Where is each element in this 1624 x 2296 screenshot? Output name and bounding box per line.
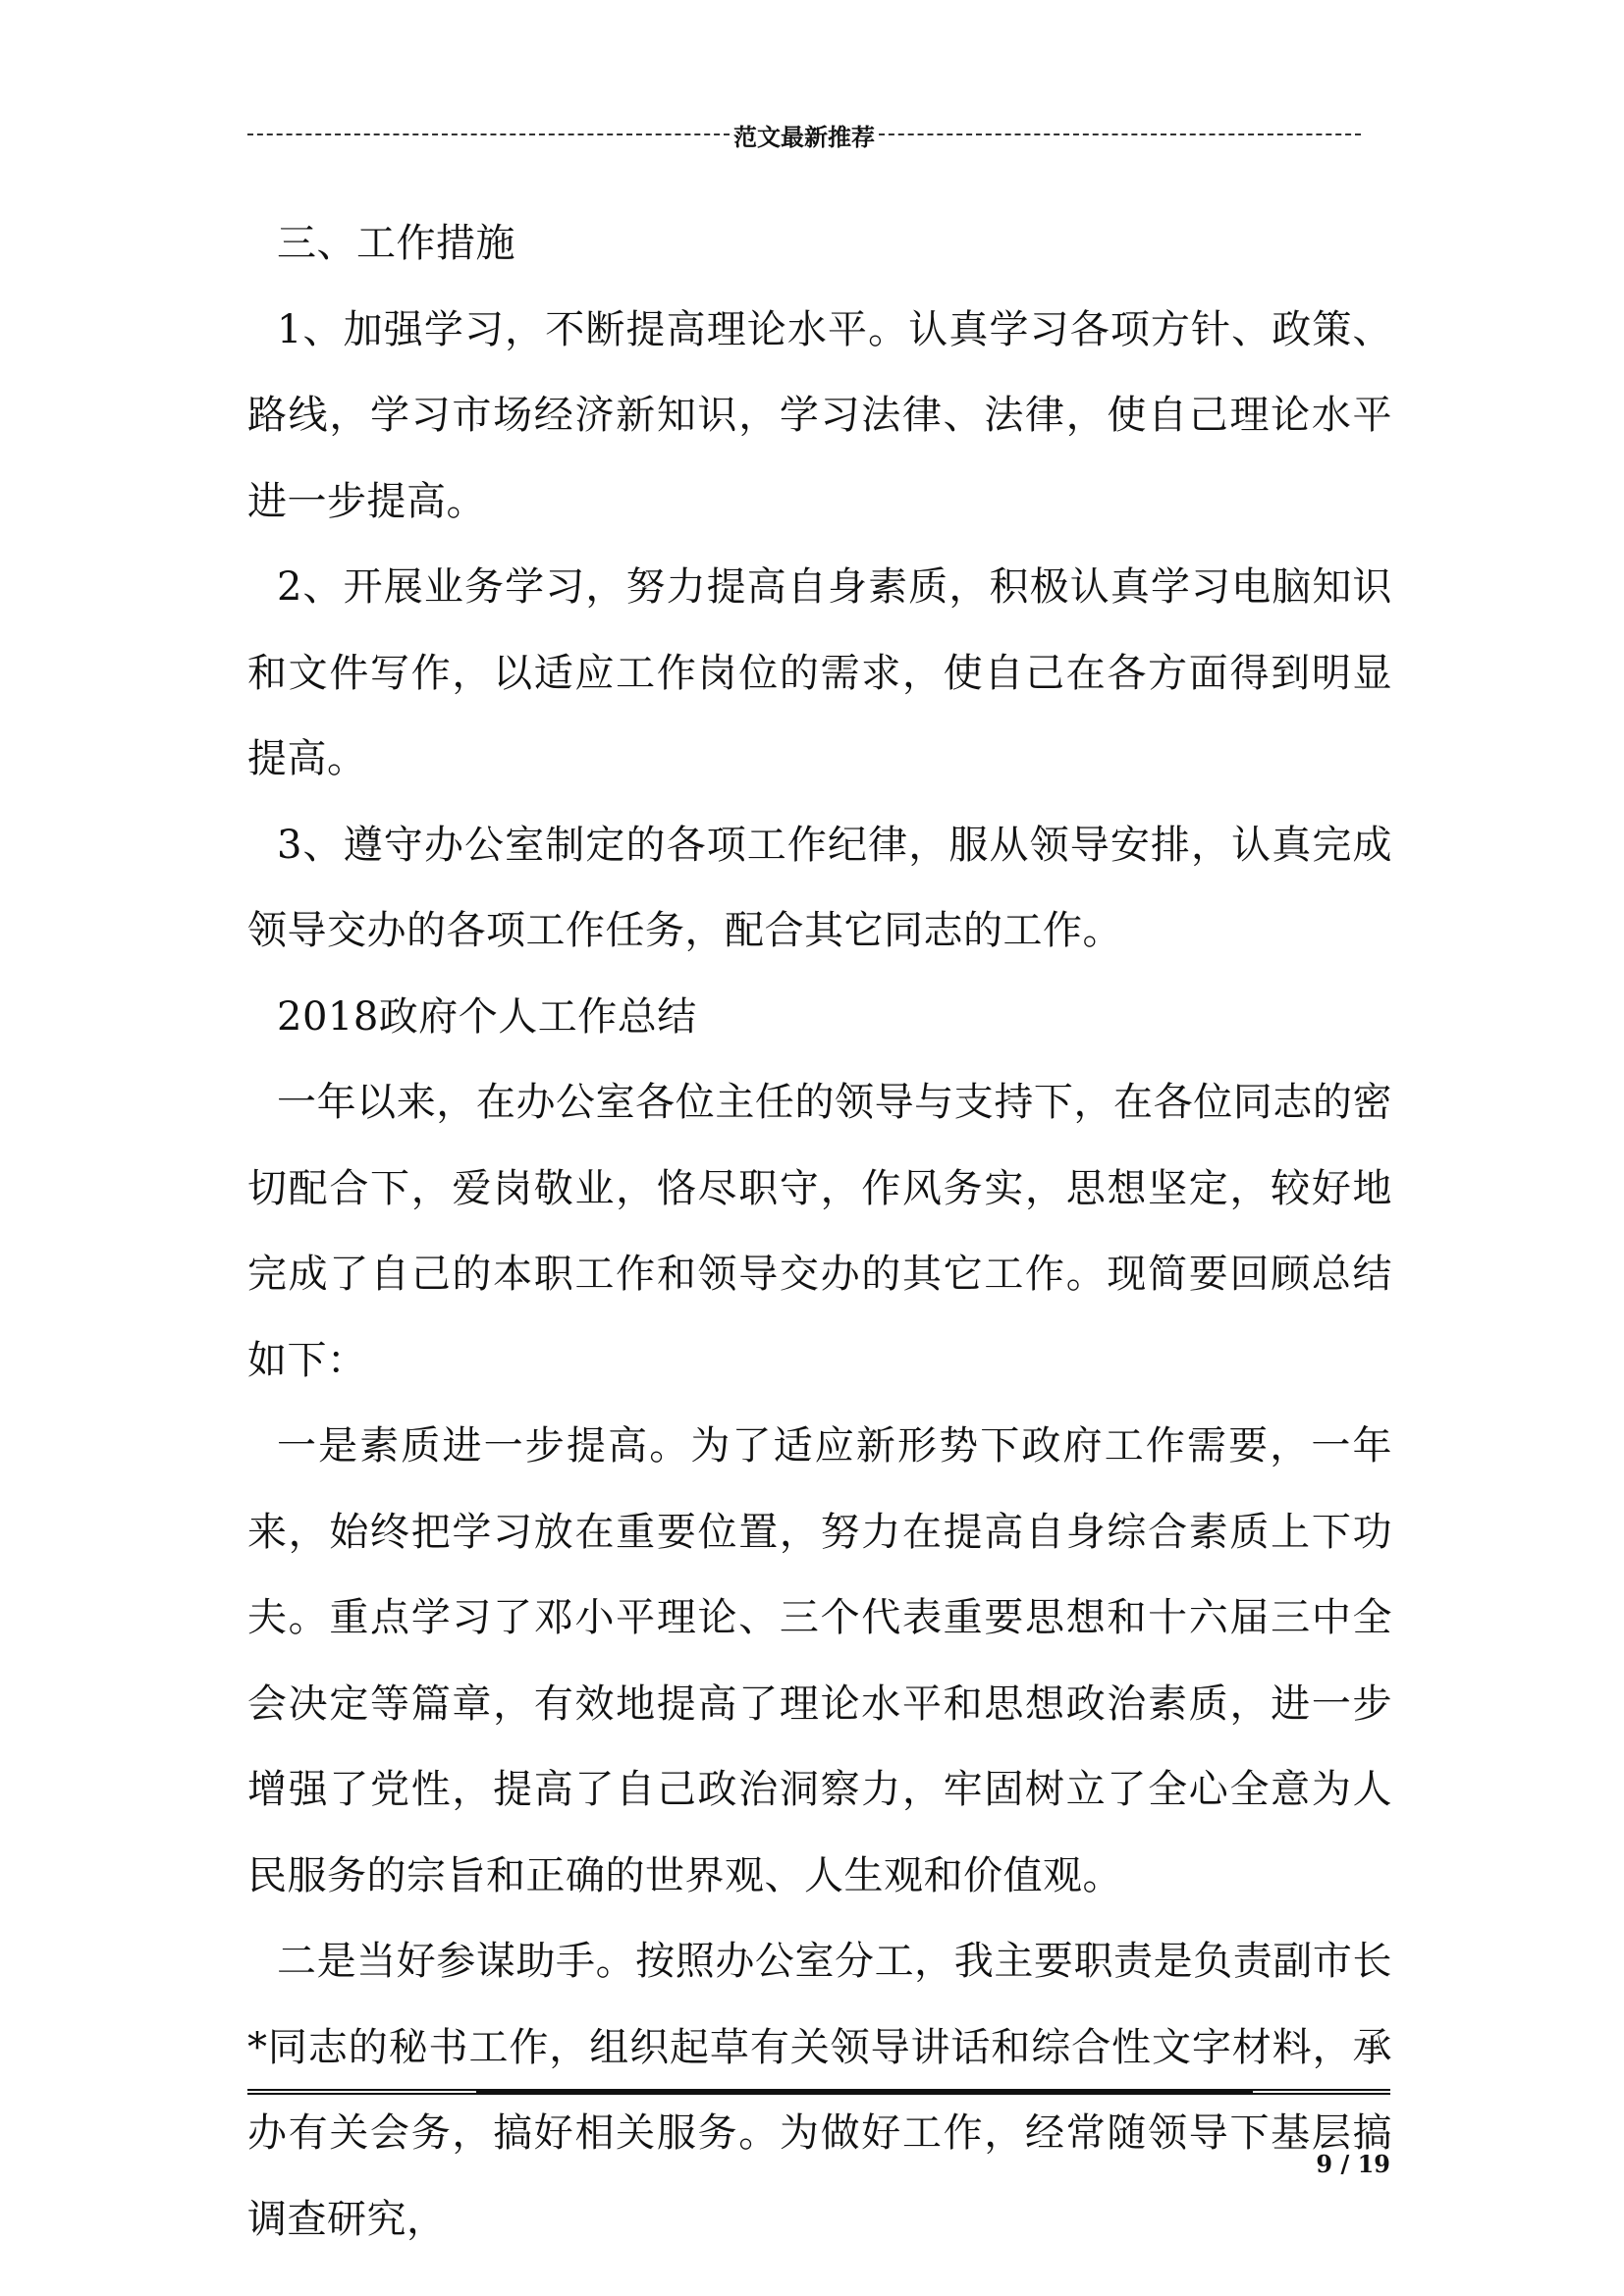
paragraph: 3、遵守办公室制定的各项工作纪律，服从领导安排，认真完成领导交办的各项工作任务，配合其它同志的工作。 [247, 822, 1392, 953]
paragraph: 一年以来，在办公室各位主任的领导与支持下，在各位同志的密切配合下，爱岗敬业，恪尽职守，作风务实，思想坚定，较好地完成了自己的本职工作和领导交办的其它工作。现简要回顾总结如下： [247, 1080, 1392, 1383]
page-number: 9 / 19 [1316, 2150, 1390, 2178]
document-body [247, 201, 1392, 2263]
footer-rule [247, 2089, 1390, 2095]
section-heading: 三、工作措施 [277, 221, 515, 266]
page-header [247, 118, 1361, 151]
header-title: 范文最新推荐 [733, 123, 875, 151]
header-dash-right [879, 133, 1361, 135]
document-title: 2018政府个人工作总结 [277, 993, 697, 1040]
header-dash-left [247, 133, 730, 135]
paragraph: 1、加强学习，不断提高理论水平。认真学习各项方针、政策、路线，学习市场经济新知识，学习法律、法律，使自己理论水平进一步提高。 [247, 306, 1392, 524]
paragraph: 一是素质进一步提高。为了适应新形势下政府工作需要，一年来，始终把学习放在重要位置，努力在提高自身综合素质上下功夫。重点学习了邓小平理论、三个代表重要思想和十六届三中全会决定等篇章，有效地提高了理论水平和思想政治素质，进一步增强了党性，提高了自己政治洞察力，牢固树立了全心全意为人民服务的宗旨和正确的世界观、人生观和价值观。 [247, 1423, 1392, 1898]
paragraph: 二是当好参谋助手。按照办公室分工，我主要职责是负责副市长*同志的秘书工作，组织起草有关领导讲话和综合性文字材料，承办有关会务，搞好相关服务。为做好工作，经常随领导下基层搞调查研究， [247, 1939, 1392, 2242]
paragraph: 2、开展业务学习，努力提高自身素质，积极认真学习电脑知识和文件写作，以适应工作岗位的需求，使自己在各方面得到明显提高。 [247, 564, 1392, 781]
